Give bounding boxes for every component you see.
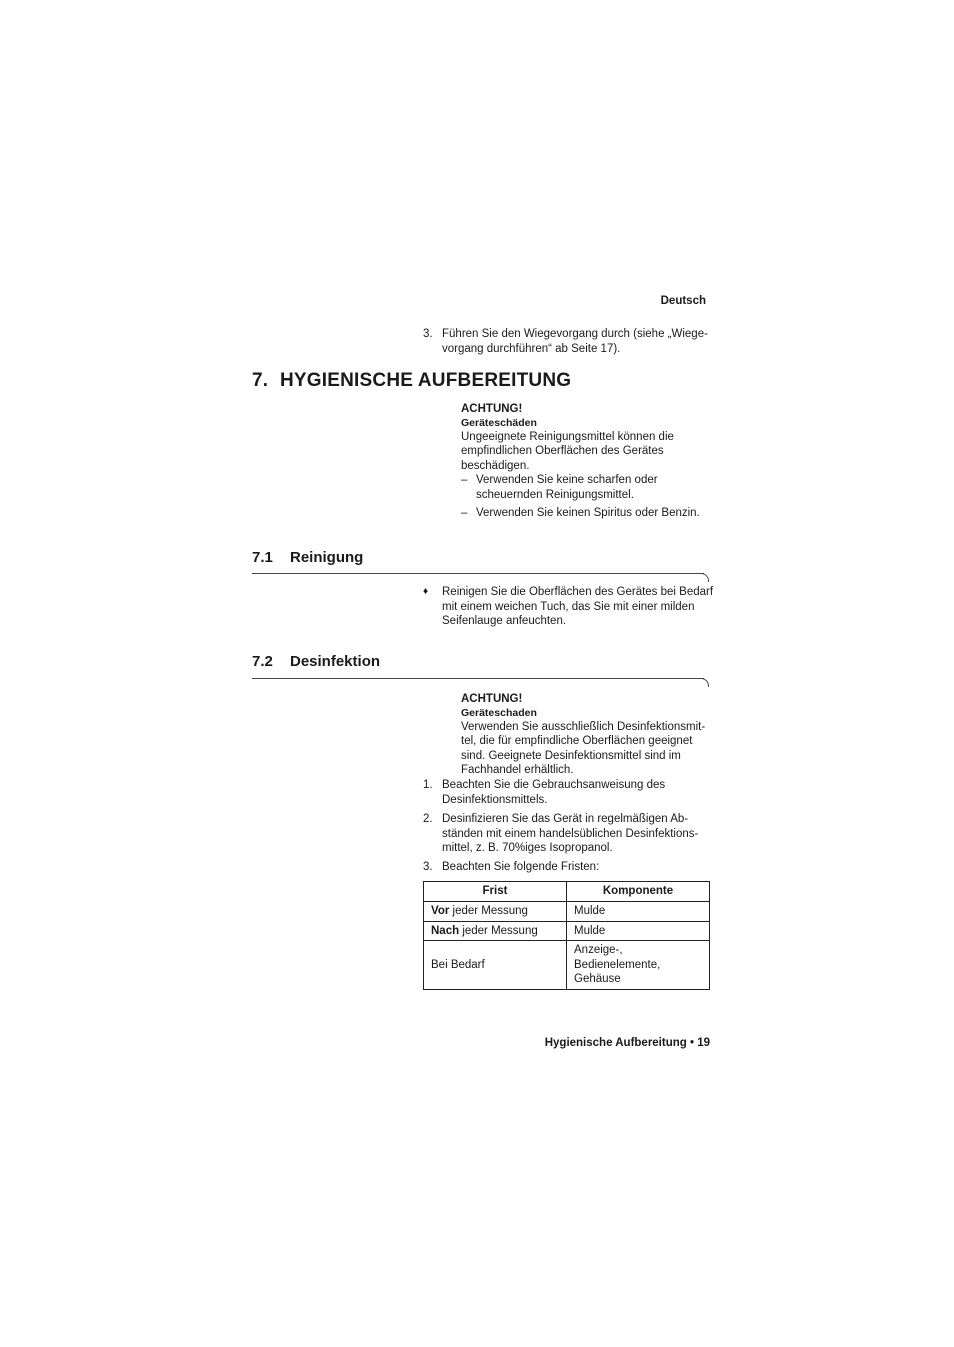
emphasis: Nach — [431, 924, 460, 937]
list-item-text: Verwenden Sie keinen Spiritus oder Benzin. — [476, 507, 700, 519]
table-header-cell: Komponente — [567, 882, 710, 902]
notice-subtitle: Geräteschäden — [461, 416, 537, 429]
step-text: Beachten Sie folgende Fristen: — [442, 861, 600, 873]
table-header-row — [424, 882, 710, 902]
table-row — [424, 921, 710, 941]
section-heading-reinigung — [252, 549, 363, 567]
notice-geraeteschaeden — [461, 402, 711, 473]
fristen-table — [423, 881, 710, 990]
section-rule — [252, 678, 704, 679]
bullet-text: Reinigen Sie die Oberflächen des Gerätes bei Bedarf mit einem weichen Tuch, das Sie mit einer milden Seifenlauge anfeuchten. — [442, 586, 714, 627]
notice-body: Ungeeignete Reinigungsmittel können die empfindlichen Oberflächen des Gerätes beschädigen. — [461, 430, 674, 472]
language-label: Deutsch — [660, 295, 706, 307]
step-number: 3. — [423, 861, 433, 873]
section-number: 7.1 — [252, 549, 273, 566]
chapter-number: 7. — [252, 370, 269, 391]
step-number: 2. — [423, 813, 433, 825]
section-number: 7.2 — [252, 653, 273, 670]
table-cell: Mulde — [567, 902, 710, 922]
cell-text: jeder Messung — [449, 905, 528, 917]
list-item-text: Verwenden Sie keine scharfen oder scheuernden Reinigungsmittel. — [476, 474, 658, 501]
dash-glyph: – — [461, 507, 468, 519]
diamond-bullet-icon: ♦ — [423, 586, 429, 597]
section-rule-hook — [700, 573, 709, 582]
step-number: 1. — [423, 779, 433, 791]
notice-title: ACHTUNG! — [461, 693, 523, 705]
table-cell — [424, 921, 567, 941]
notice-geraeteschaden — [461, 692, 711, 778]
cell-line: Gehäuse — [574, 973, 621, 985]
table-header-cell: Frist — [424, 882, 567, 902]
cell-text: jeder Messung — [459, 924, 538, 937]
emphasis: Vor — [431, 905, 450, 917]
notice-subtitle: Geräteschaden — [461, 706, 537, 719]
section-title: Reinigung — [290, 549, 364, 566]
cell-line: Anzeige-, — [574, 944, 623, 956]
section-rule — [252, 573, 704, 574]
cell-text: Bei Bedarf — [431, 958, 485, 971]
table-cell: Mulde — [567, 921, 710, 941]
notice-body: Verwenden Sie ausschließlich Desinfektionsmit-tel, die für empfindliche Oberflächen geeignet sind. Geeignete Desinfektionsmittel sind im Fachhandel erhältlich. — [461, 720, 706, 776]
chapter-title: HYGIENISCHE AUFBEREITUNG — [280, 370, 572, 391]
step-text: Beachten Sie die Gebrauchsanweisung des Desinfektionsmittels. — [442, 779, 666, 806]
section-heading-desinfektion — [252, 653, 380, 671]
table-row — [424, 902, 710, 922]
dash-glyph: – — [461, 474, 468, 486]
section-title: Desinfektion — [290, 653, 381, 670]
table-cell — [424, 941, 567, 990]
notice-title: ACHTUNG! — [461, 403, 523, 415]
cell-line: Bedienelemente, — [574, 958, 661, 971]
chapter-heading — [252, 369, 571, 393]
step-text: Desinfizieren Sie das Gerät in regelmäßigen Ab-ständen mit einem handelsüblichen Desinfektions-mittel, z. B. 70%iges Isopropanol. — [442, 813, 699, 854]
table-cell — [567, 941, 710, 990]
step-number: 3. — [423, 328, 433, 340]
section-rule-hook — [700, 678, 709, 687]
table-cell — [424, 902, 567, 922]
page-footer: Hygienische Aufbereitung • 19 — [544, 1037, 710, 1049]
table-row — [424, 941, 710, 990]
step-text: Führen Sie den Wiegevorgang durch (siehe „Wiege-vorgang durchführen“ ab Seite 17). — [442, 328, 708, 355]
